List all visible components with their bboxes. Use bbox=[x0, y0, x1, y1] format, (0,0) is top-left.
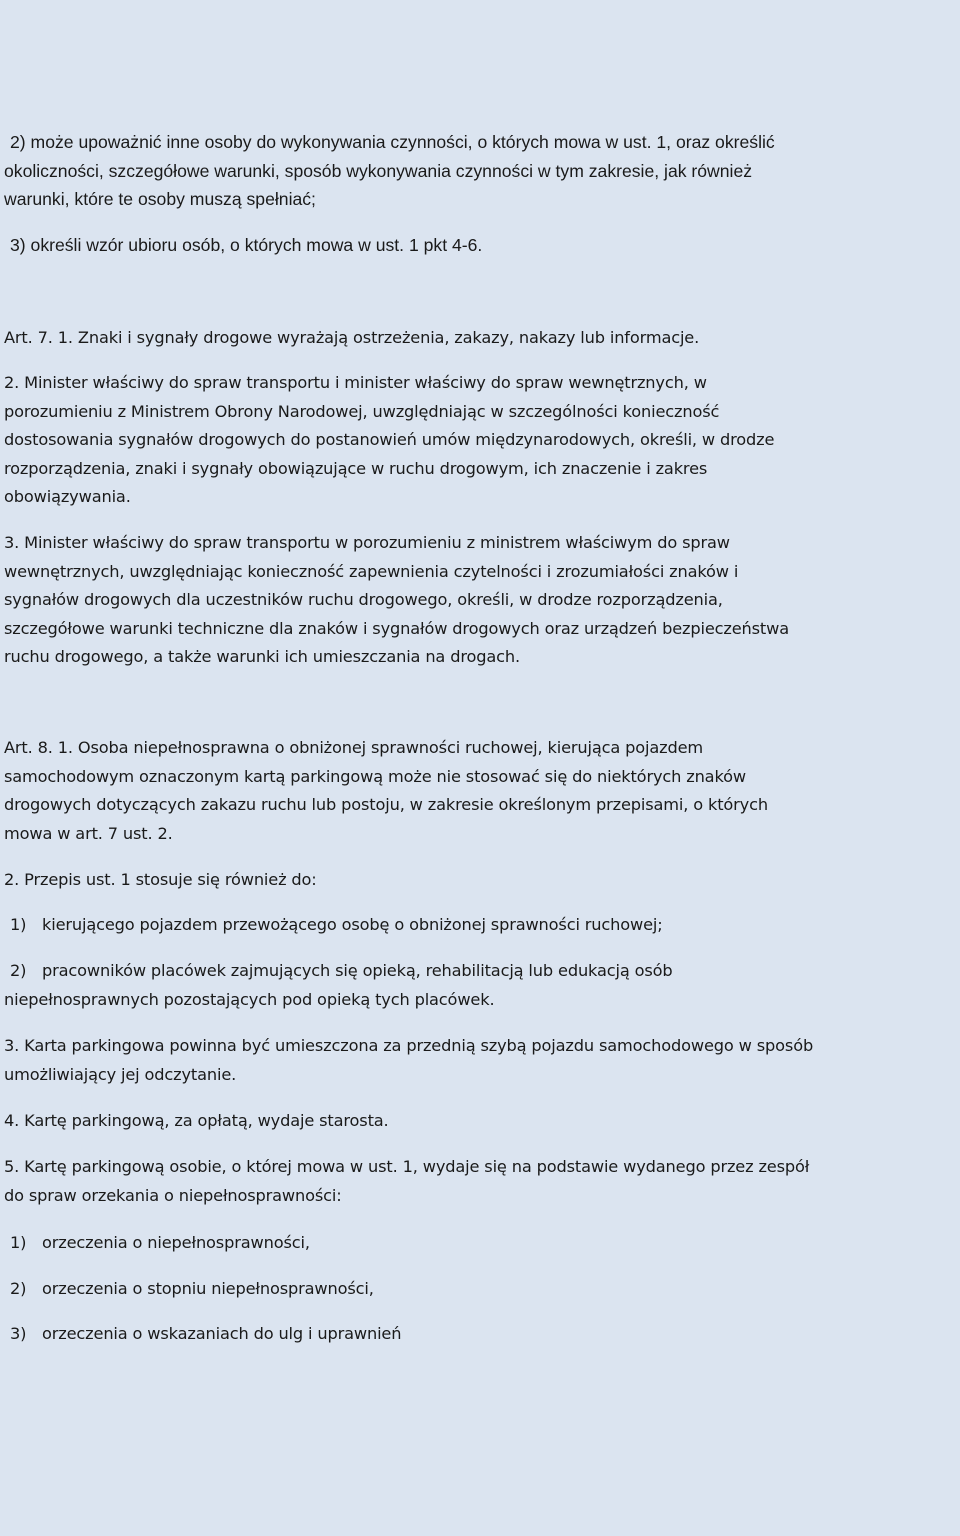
list-item-text: orzeczenia o niepełnosprawności, bbox=[42, 1233, 310, 1252]
list-number: 2) bbox=[10, 961, 27, 980]
list-number: 3) bbox=[10, 1324, 27, 1343]
list-item-2 bbox=[4, 128, 954, 214]
art8-list-item-2 bbox=[4, 957, 954, 1014]
paragraph-line: szczegółowe warunki techniczne dla znaków i sygnałów drogowych oraz urządzeń bezpieczeństwa bbox=[4, 618, 789, 638]
art7-paragraph-2 bbox=[4, 369, 954, 512]
list-item-2-line: 2) może upoważnić inne osoby do wykonywania czynności, o których mowa w ust. 1, oraz określić bbox=[10, 132, 775, 152]
list-item-text: orzeczenia o wskazaniach do ulg i uprawnień bbox=[42, 1324, 402, 1343]
paragraph-line: dostosowania sygnałów drogowych do postanowień umów międzynarodowych, określi, w drodze bbox=[4, 430, 775, 449]
paragraph-line: 2. Przepis ust. 1 stosuje się również do: bbox=[4, 870, 317, 889]
list-number: 1) bbox=[10, 1233, 27, 1252]
paragraph-line: umożliwiający jej odczytanie. bbox=[4, 1064, 237, 1084]
list-item-text: pracowników placówek zajmujących się opieką, rehabilitacją lub edukacją osób bbox=[42, 961, 673, 980]
list-item-3 bbox=[4, 231, 954, 260]
art7-paragraph-1-text: Art. 7. 1. Znaki i sygnały drogowe wyrażają ostrzeżenia, zakazy, nakazy lub informacje. bbox=[4, 328, 700, 347]
art8-paragraph-2 bbox=[4, 866, 954, 895]
art8-p5-list-item-3 bbox=[4, 1320, 954, 1349]
paragraph-line: 3. Karta parkingowa powinna być umieszczona za przednią szybą pojazdu samochodowego w sposób bbox=[4, 1036, 814, 1055]
paragraph-line: ruchu drogowego, a także warunki ich umieszczania na drogach. bbox=[4, 647, 520, 666]
art7-paragraph-3 bbox=[4, 529, 954, 672]
list-number: 1) bbox=[10, 915, 27, 934]
paragraph-line: do spraw orzekania o niepełnosprawności: bbox=[4, 1185, 342, 1205]
art8-p5-list-item-2 bbox=[4, 1275, 954, 1304]
paragraph-line: Art. 8. 1. Osoba niepełnosprawna o obniżonej sprawności ruchowej, kierująca pojazdem bbox=[4, 738, 704, 757]
paragraph-line: porozumieniu z Ministrem Obrony Narodowej, uwzględniając w szczególności konieczność bbox=[4, 401, 720, 421]
art8-paragraph-5 bbox=[4, 1153, 954, 1210]
paragraph-line: obowiązywania. bbox=[4, 487, 131, 506]
list-item-text-cont: niepełnosprawnych pozostających pod opieką tych placówek. bbox=[4, 989, 495, 1009]
paragraph-line: drogowych dotyczących zakazu ruchu lub postoju, w zakresie określonym przepisami, o których bbox=[4, 795, 768, 814]
paragraph-line: 3. Minister właściwy do spraw transportu w porozumieniu z ministrem właściwym do spraw bbox=[4, 533, 730, 552]
paragraph-line: 4. Kartę parkingową, za opłatą, wydaje starosta. bbox=[4, 1111, 389, 1130]
list-item-text: orzeczenia o stopniu niepełnosprawności, bbox=[42, 1279, 374, 1298]
art8-p5-list-item-1 bbox=[4, 1229, 954, 1258]
art8-paragraph-4 bbox=[4, 1107, 954, 1136]
list-item-3-text: 3) określi wzór ubioru osób, o których mowa w ust. 1 pkt 4-6. bbox=[10, 235, 483, 255]
paragraph-line: sygnałów drogowych dla uczestników ruchu drogowego, określi, w drodze rozporządzenia, bbox=[4, 590, 723, 609]
list-item-2-line: warunki, które te osoby muszą spełniać; bbox=[4, 189, 316, 209]
art7-paragraph-1 bbox=[4, 324, 954, 353]
paragraph-line: mowa w art. 7 ust. 2. bbox=[4, 823, 173, 843]
list-number: 2) bbox=[10, 1279, 27, 1298]
paragraph-line: 5. Kartę parkingową osobie, o której mowa w ust. 1, wydaje się na podstawie wydanego przez zespół bbox=[4, 1157, 810, 1176]
art8-paragraph-3 bbox=[4, 1032, 954, 1089]
paragraph-line: 2. Minister właściwy do spraw transportu i minister właściwy do spraw wewnętrznych, w bbox=[4, 373, 707, 392]
list-item-2-line: okoliczności, szczegółowe warunki, sposób wykonywania czynności w tym zakresie, jak również bbox=[4, 160, 753, 181]
list-item-text: kierującego pojazdem przewożącego osobę o obniżonej sprawności ruchowej; bbox=[42, 915, 663, 934]
paragraph-line: wewnętrznych, uwzględniając konieczność zapewnienia czytelności i zrozumiałości znaków i bbox=[4, 561, 739, 581]
art8-list-item-1 bbox=[4, 911, 954, 940]
art8-paragraph-1 bbox=[4, 734, 954, 848]
paragraph-line: rozporządzenia, znaki i sygnały obowiązujące w ruchu drogowym, ich znaczenie i zakres bbox=[4, 458, 708, 478]
paragraph-line: samochodowym oznaczonym kartą parkingową może nie stosować się do niektórych znaków bbox=[4, 766, 746, 786]
